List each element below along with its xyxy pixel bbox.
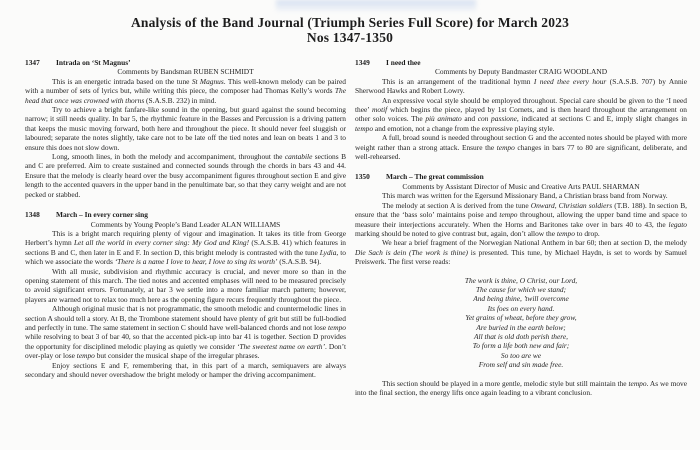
section-byline: Comments by Young People’s Band Leader ALAN WILLIAMS xyxy=(90,219,281,229)
paragraph: Enjoy sections E and F, remembering that, in this part of a march, semiquavers are always secondary and should never overshadow the bright melody or hamper the driving accompaniment. xyxy=(25,360,346,379)
section-heading xyxy=(25,58,346,67)
paragraph: An expressive vocal style should be employed throughout. Special care should be given to the ‘I need thee’ motif which begins the piece, played by 1st Cornets, and is then heard throughout the arrangement on other solo voices. The più animato and con passione, indicated at sections C and E, imply slight changes in tempo and emotion, not a change from the expressive playing style. xyxy=(355,95,687,133)
section-number: 1348 xyxy=(25,210,40,220)
section-number: 1347 xyxy=(25,58,40,67)
section-title: March – In every corner sing xyxy=(56,210,148,220)
two-column-body xyxy=(0,45,700,397)
section-number: 1349 xyxy=(355,58,370,67)
paragraph: We hear a brief fragment of the Norwegian National Anthem in bar 60; then at section D, the melody Die Sach is dein (The work is thine) is presented. This tune, by Michael Haydn, is set to words by Samuel Preiswerk. The first verse reads: xyxy=(355,238,687,267)
paragraph: Try to achieve a bright fanfare-like sound in the opening, but guard against the sound becoming narrow; it still needs quality. In bar 5, the rhythmic feature in the Basses and Percussion is a driving pattern that keeps the music moving forward, both here and throughout the piece. It should never feel sluggish or laboured; separate the notes slightly, take care not to be late off the tied notes and lean on beats 1 and 3 to ensure this does not slow down. xyxy=(25,105,346,152)
title-line-1: Analysis of the Band Journal (Triumph Series Full Score) for March 2023 xyxy=(130,15,570,30)
hymn-verse: The work is thine, O Christ, our Lord, The cause for which we stand; And being thine, ’twill overcome Its foes on every hand. Yet grains of wheat, before they grow, Are buried in the earth below; All that is old doth perish there, To form a life both new and fair; So too are we From self and sin made free. xyxy=(464,275,578,370)
section-number: 1350 xyxy=(355,172,370,182)
left-column xyxy=(25,58,346,397)
paragraph: Long, smooth lines, in both the melody and accompaniment, throughout the cantabile sections B and C are preferred. Aim to create sustained and connected sounds through the chords in bars 43 and 44. Ensure that the melody is clearly heard over the busy accompaniment figures throughout section E and give length to the accented quavers in the upper band in the penultimate bar, so that they carry weight and are not pecked or stabbed. xyxy=(25,152,347,199)
section-1350 xyxy=(355,172,687,397)
section-byline: Comments by Deputy Bandmaster CRAIG WOODLAND xyxy=(434,67,608,77)
section-1347 xyxy=(25,58,346,199)
right-column xyxy=(355,58,687,397)
section-title: I need thee xyxy=(386,58,421,67)
section-heading xyxy=(355,58,687,67)
paragraph: This is a bright march requiring plenty of vigour and imagination. It takes its title from George Herbert’s hymn Let all the world in every corner sing: My God and King! (S.A.S.B. 41) which features in sections B and C, then later in E and F. In section D, this bright melody is contrasted with the tune Lydia, to which we associate the words ‘There is a name I love to hear, I love to sing its worth’ (S.A.S.B. 94). xyxy=(25,228,346,267)
section-1348 xyxy=(25,210,346,379)
section-byline: Comments by Assistant Director of Music and Creative Arts PAUL SHARMAN xyxy=(402,181,640,191)
paragraph: This section should be played in a more gentle, melodic style but still maintain the tempo. As we move into the final section, the energy lifts once again leading to a vibrant conclusion. xyxy=(355,378,687,397)
paragraph: A full, broad sound is needed throughout section G and the accented notes should be played with more weight rather than a strong attack. Ensure the tempo changes in bars 77 to 80 are significant, deliberate, and well-rehearsed. xyxy=(355,133,688,162)
section-heading xyxy=(355,172,687,181)
section-1349 xyxy=(355,58,687,161)
title-line-2: Nos 1347-1350 xyxy=(306,30,394,45)
section-title: March – The great commission xyxy=(386,172,484,182)
paragraph: Although original music that is not programmatic, the smooth melodic and countermelodic lines in section A should tell a story. At B, the Trombone statement should have plenty of grit but still be full-bodied and perfectly in tune. The same statement in section C should have well-balanced chords and not lose tempo while resolving to beat 3 of bar 40, so that the accented pick-up into bar 41 is together. Section D provides the opportunity for disciplined melodic playing as quietly we consider ‘The sweetest name on earth’. Don’t over-play or lose tempo but consider the musical shape of the irregular phrases. xyxy=(25,304,346,361)
section-heading xyxy=(25,210,346,219)
paragraph: The melody at section A is derived from the tune Onward, Christian soldiers (T.B. 188). In section B, ensure that the ‘bass solo’ maintains poise and tempo throughout, allowing the upper band time and space to measure their interjections accurately. When the Horns and Baritones take over in bars 40 to 43, the legato marking should be noted to give contrast but, again, don’t allow the tempo to drop. xyxy=(355,200,687,238)
paragraph: This march was written for the Egersund Missionary Band, a Christian brass band from Norway. xyxy=(382,191,668,201)
document-title xyxy=(0,0,700,45)
paragraph: This is an arrangement of the traditional hymn I need thee every hour (S.A.S.B. 707) by Annie Sherwood Hawks and Robert Lowry. xyxy=(355,76,687,96)
paragraph: With all music, subdivision and rhythmic accuracy is crucial, and never more so than in the opening statement of this march. The tied notes and accented emphases will need to be measured precisely to avoid significant errors. Fortunately, at bar 3 we settle into a more familiar march pattern; however, players are warned not to relax too much here as the opening figure recurs frequently throughout the piece. xyxy=(25,266,346,304)
section-title: Intrada on ‘St Magnus’ xyxy=(56,58,131,67)
paragraph: This is an energetic intrada based on the tune St Magnus. This well-known melody can be paired with a number of sets of lyrics but, while writing this piece, the composer had Thomas Kelly’s words The head that once was crowned with thorns (S.A.S.B. 232) in mind. xyxy=(25,76,346,105)
section-byline: Comments by Bandsman RUBEN SCHMIDT xyxy=(117,67,254,77)
